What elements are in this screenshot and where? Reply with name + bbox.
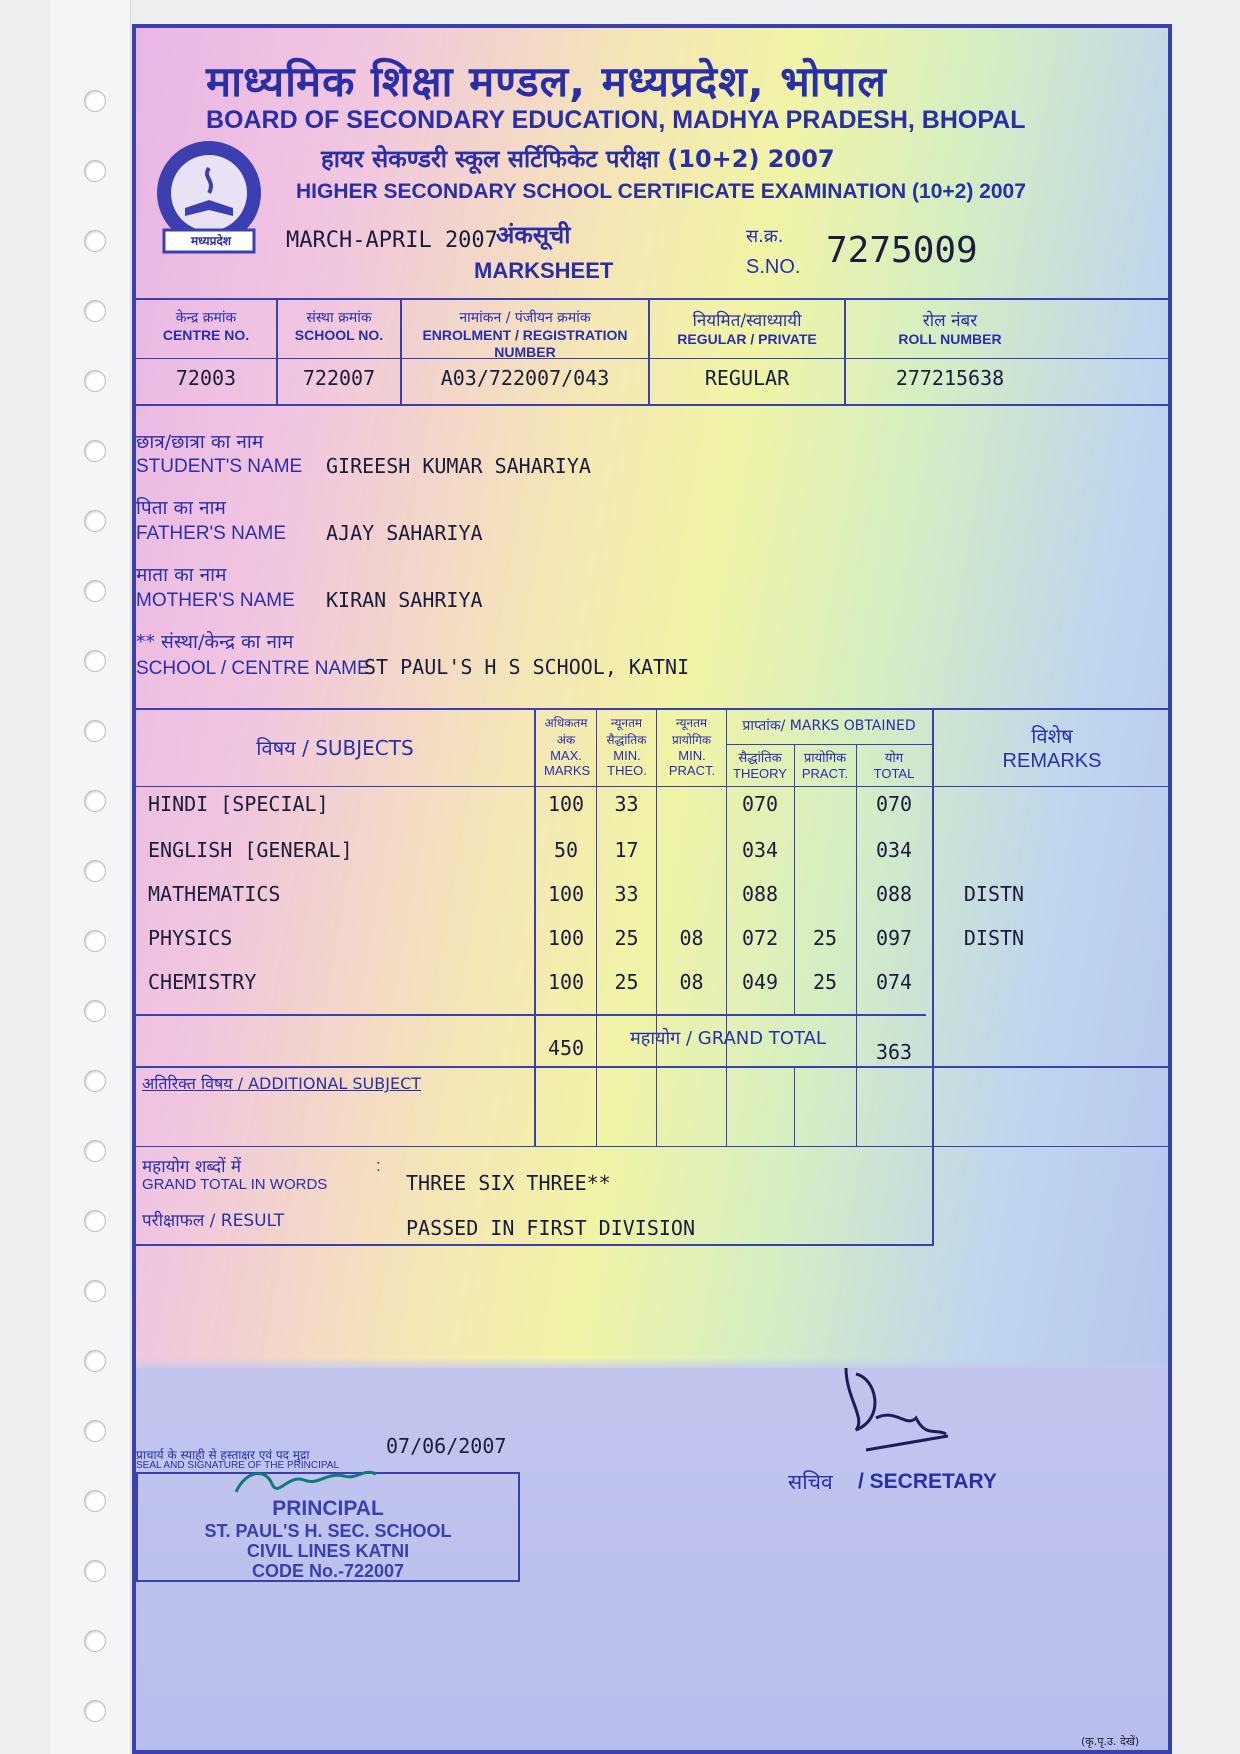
school-name: ST PAUL'S H S SCHOOL, KATNI (364, 655, 690, 679)
punch-hole (84, 300, 106, 322)
grand-total-words-label: GRAND TOTAL IN WORDS (142, 1176, 328, 1193)
principal-seal-label-hindi: प्राचार्य के स्याही से हस्ताक्षर एवं पद मुद्रा (136, 1448, 310, 1462)
issue-date: 07/06/2007 (386, 1434, 507, 1458)
father-name: AJAY SAHARIYA (326, 521, 483, 545)
result-value: PASSED IN FIRST DIVISION (406, 1216, 695, 1240)
punch-hole (84, 90, 106, 112)
enrolment-value: A03/722007/043 (440, 366, 610, 390)
punch-hole (84, 860, 106, 882)
total-marks: 097 (875, 926, 913, 950)
punch-hole (84, 1280, 106, 1302)
min-practical: 08 (679, 926, 704, 950)
pract-header: PRACT. (801, 766, 849, 781)
practical-marks: 25 (812, 970, 838, 994)
punch-hole (84, 1070, 106, 1092)
punch-hole (84, 440, 106, 462)
mother-name: KIRAN SAHRIYA (326, 588, 483, 612)
table-line (726, 744, 934, 745)
exam-title-english: HIGHER SECONDARY SCHOOL CERTIFICATE EXAMINATION (10+2) 2007 (296, 180, 1026, 203)
school-no-label: SCHOOL NO. (294, 327, 384, 343)
additional-subject-label: अतिरिक्त विषय / ADDITIONAL SUBJECT (142, 1074, 422, 1093)
secretary-label-hindi: सचिव (788, 1470, 833, 1494)
min-theory: 25 (614, 926, 639, 950)
pto-note: (कृ.पृ.उ. देखें) (1081, 1735, 1140, 1748)
subject-name: CHEMISTRY (148, 970, 257, 994)
stamp-address: CIVIL LINES KATNI (246, 1541, 410, 1561)
punch-hole (84, 1000, 106, 1022)
marksheet (132, 24, 1172, 1754)
stamp-code: CODE No.-722007 (251, 1561, 405, 1581)
punch-hole (84, 1560, 106, 1582)
punch-hole (84, 650, 106, 672)
max-marks: 100 (547, 792, 585, 816)
min-pract-header: MIN. PRACT. (668, 748, 716, 778)
punch-hole (84, 790, 106, 812)
punch-hole (84, 720, 106, 742)
marks-obtained-header: प्राप्तांक/ MARKS OBTAINED (742, 718, 916, 734)
student-name: GIREESH KUMAR SAHARIYA (326, 454, 591, 478)
punch-hole (84, 1630, 106, 1652)
grand-total-label: महायोग / GRAND TOTAL (630, 1028, 826, 1049)
subject-name: HINDI [SPECIAL] (148, 792, 329, 816)
student-name-label-hindi: छात्र/छात्रा का नाम (136, 431, 264, 453)
min-theory: 33 (614, 792, 639, 816)
father-name-label-hindi: पिता का नाम (136, 497, 226, 519)
remark: DISTN (963, 926, 1025, 950)
exam-session: MARCH-APRIL 2007 (286, 228, 498, 253)
regular-private-label-hindi: नियमित/स्वाध्यायी (692, 311, 802, 331)
total-marks: 070 (875, 792, 913, 816)
table-line (136, 1014, 926, 1016)
roll-number-label-hindi: रोल नंबर (922, 311, 978, 331)
table-line (534, 1066, 1170, 1068)
stamp-principal: PRINCIPAL (272, 1497, 384, 1520)
total-header: TOTAL (873, 766, 915, 781)
punch-hole (84, 510, 106, 532)
principal-seal-label: SEAL AND SIGNATURE OF THE PRINCIPAL (136, 1460, 340, 1471)
school-no-cell (276, 300, 400, 404)
punch-hole (84, 230, 106, 252)
punch-hole (84, 930, 106, 952)
min-practical: 08 (679, 970, 704, 994)
serial-label: S.NO. (746, 256, 801, 278)
roll-number-cell (844, 300, 1054, 404)
max-marks-total: 450 (547, 1036, 585, 1060)
max-marks: 100 (547, 926, 585, 950)
theory-marks: 088 (741, 882, 779, 906)
grand-total-words-colon: : (376, 1156, 381, 1175)
father-name-label: FATHER'S NAME (136, 523, 287, 544)
punch-hole (84, 1350, 106, 1372)
student-name-label: STUDENT'S NAME (136, 456, 303, 477)
punch-hole (84, 1420, 106, 1442)
punch-hole (84, 1210, 106, 1232)
roll-number-label: ROLL NUMBER (898, 331, 1002, 347)
marksheet-title-hindi: अंकसूची (496, 221, 571, 249)
punch-hole (84, 1700, 106, 1722)
table-line (136, 708, 1170, 710)
subject-name: MATHEMATICS (148, 882, 281, 906)
min-theo-header-hindi: न्यूनतम सैद्धांतिक (606, 716, 647, 747)
enrolment-cell (400, 300, 648, 404)
grand-total-words: THREE SIX THREE** (406, 1171, 611, 1195)
board-title-hindi: माध्यमिक शिक्षा मण्डल, मध्यप्रदेश, भोपाल (206, 57, 887, 106)
stamp-school: ST. PAUL'S H. SEC. SCHOOL (204, 1521, 452, 1541)
school-no-label-hindi: संस्था क्रमांक (306, 310, 372, 326)
total-marks: 088 (875, 882, 913, 906)
theory-marks: 034 (741, 838, 779, 862)
marksheet-title: MARKSHEET (474, 258, 614, 283)
exam-title-hindi: हायर सेकण्डरी स्कूल सर्टिफिकेट परीक्षा (10+2) 2007 (321, 145, 835, 173)
secretary-signature-icon (836, 1358, 956, 1458)
theory-marks: 072 (741, 926, 779, 950)
min-theory: 17 (614, 838, 639, 862)
grand-total-words-label-hindi: महायोग शब्दों में (142, 1157, 242, 1177)
table-line (136, 786, 1170, 787)
grand-total: 363 (875, 1040, 913, 1064)
theory-marks: 049 (741, 970, 779, 994)
remark: DISTN (963, 882, 1025, 906)
table-line (136, 1244, 932, 1246)
perforated-strip (50, 0, 131, 1754)
max-header: MAX. MARKS (544, 748, 591, 778)
regular-private-cell (648, 300, 844, 404)
max-marks: 100 (547, 970, 585, 994)
centre-no-label-hindi: केन्द्र क्रमांक (175, 310, 237, 326)
enrolment-label: ENROLMENT / REGISTRATION NUMBER (422, 327, 628, 360)
school-no-value: 722007 (302, 366, 376, 390)
school-name-label-hindi: ** संस्था/केन्द्र का नाम (136, 631, 294, 653)
max-header-hindi: अधिकतम अंक (544, 716, 588, 747)
mother-name-label: MOTHER'S NAME (136, 590, 295, 611)
board-title-english: BOARD OF SECONDARY EDUCATION, MADHYA PRADESH, BHOPAL (206, 106, 1026, 134)
min-pract-header-hindi: न्यूनतम प्रायोगिक (671, 716, 712, 747)
max-marks: 100 (547, 882, 585, 906)
enrolment-label-hindi: नामांकन / पंजीयन क्रमांक (459, 310, 591, 326)
table-line (932, 708, 934, 1246)
roll-number-value: 277215638 (895, 366, 1005, 390)
registration-table (136, 298, 1170, 406)
punch-hole (84, 1490, 106, 1512)
total-header-hindi: योग (884, 751, 904, 766)
min-theory: 33 (614, 882, 639, 906)
punch-hole (84, 1140, 106, 1162)
punch-hole (84, 370, 106, 392)
secretary-label: / SECRETARY (858, 1470, 997, 1493)
school-name-label: SCHOOL / CENTRE NAME (136, 658, 370, 679)
result-label: परीक्षाफल / RESULT (142, 1211, 285, 1231)
remarks-header: REMARKS (1002, 750, 1102, 772)
remarks-header-hindi: विशेष (1031, 724, 1073, 748)
total-marks: 034 (875, 838, 913, 862)
min-theo-header: MIN. THEO. (607, 748, 647, 778)
centre-no-label: CENTRE NO. (162, 327, 250, 343)
emblem-label: मध्यप्रदेश (190, 234, 231, 248)
punch-hole (84, 160, 106, 182)
subject-name: PHYSICS (148, 926, 233, 950)
serial-label-hindi: स.क्र. (746, 226, 784, 247)
theory-header-hindi: सैद्धांतिक (738, 751, 782, 766)
table-line (136, 1146, 1170, 1147)
marks-table (136, 708, 1170, 1248)
table-line (794, 1066, 795, 1146)
max-marks: 50 (553, 838, 579, 862)
pract-header-hindi: प्रायोगिक (803, 751, 847, 766)
table-line (136, 1066, 534, 1068)
subject-name: ENGLISH [GENERAL] (148, 838, 353, 862)
theory-marks: 070 (741, 792, 779, 816)
total-marks: 074 (875, 970, 913, 994)
centre-no-value: 72003 (175, 366, 237, 390)
principal-signature-icon (226, 1464, 386, 1500)
practical-marks: 25 (812, 926, 838, 950)
punch-hole (84, 580, 106, 602)
serial-number: 7275009 (826, 230, 978, 271)
min-theory: 25 (614, 970, 639, 994)
theory-header: THEORY (733, 766, 787, 781)
mother-name-label-hindi: माता का नाम (136, 564, 227, 586)
centre-no-cell (136, 300, 276, 404)
regular-private-label: REGULAR / PRIVATE (677, 331, 817, 347)
regular-private-value: REGULAR (704, 366, 790, 390)
subjects-header: विषय / SUBJECTS (256, 736, 414, 760)
